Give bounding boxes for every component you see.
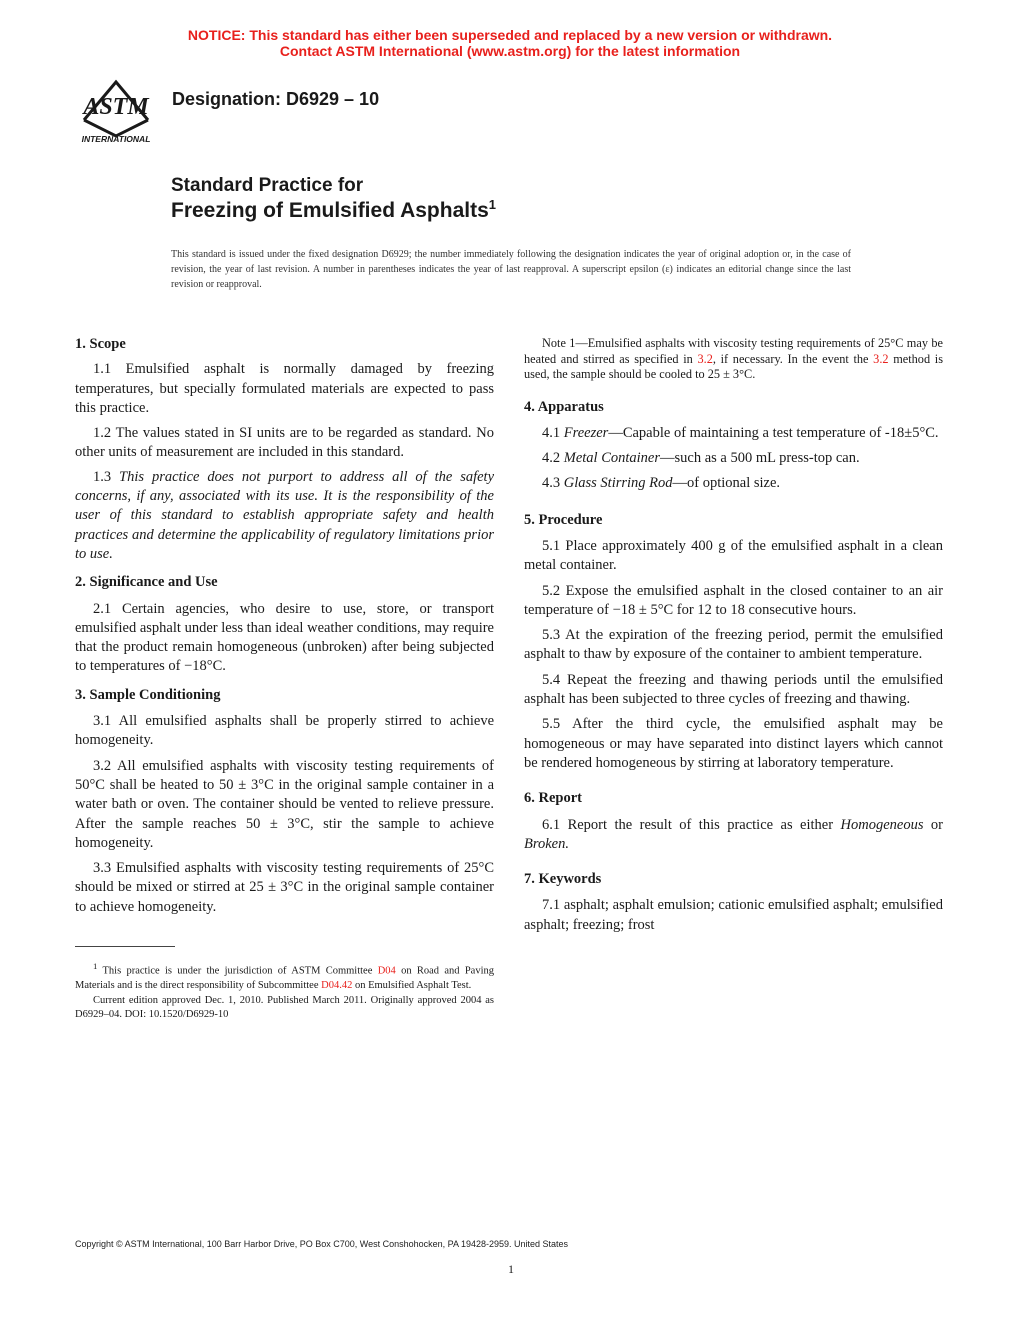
designation: Designation: D6929 – 10 [172, 89, 380, 109]
footnote-1: $^1$ This practice is under the jurisdiction of ASTM Committee D04 on Road and Paving Materials and is the direct responsibility of Subcommittee D04.42 on Emulsified Asphalt Test. [75, 961, 494, 991]
title-line-2 [171, 199, 496, 223]
conditioning-3-3: 3.3 Emulsified asphalts with viscosity testing requirements of 25°C should be mixed or stirred at 25 ± 3°C in the original sample container to achieve homogeneity. [75, 860, 494, 915]
section-apparatus-heading: 4. Apparatus [524, 398, 604, 415]
section-procedure-heading: 5. Procedure [524, 511, 603, 528]
conditioning-3-2: 3.2 All emulsified asphalts with viscosity testing requirements of 50°C shall be heated to 50 ± 3°C in the original sample container in a water bath or oven. The container should be vented to relieve pressure. After the sample reaches 50 ± 3°C, stir the sample to achieve homogeneity. [75, 757, 494, 851]
scope-1-2: 1.2 The values stated in SI units are to be regarded as standard. No other units of measurement are included in this standard. [75, 425, 494, 461]
section-significance-heading: 2. Significance and Use [75, 574, 218, 591]
significance-2-1: 2.1 Certain agencies, who desire to use, store, or transport emulsified asphalt under less than ideal weather conditions, may require that the product remain homogeneous (unbroken) after being subjected to temperatures of −18°C. [75, 600, 494, 675]
footnote-divider [75, 946, 175, 947]
apparatus-4-2: 4.2 Metal Container—such as a 500 mL press-top can. [542, 450, 860, 467]
procedure-5-1: 5.1 Place approximately 400 g of the emulsified asphalt in a clean metal container. [524, 537, 943, 574]
section-conditioning-heading: 3. Sample Conditioning [75, 686, 221, 703]
title-text: Freezing of Emulsified Asphalts [171, 199, 489, 222]
section-keywords-heading: 7. Keywords [524, 871, 602, 888]
footnotes [75, 959, 494, 1023]
keywords-7-1: 7.1 asphalt; asphalt emulsion; cationic emulsified asphalt; emulsified asphalt; freezing; frost [524, 897, 943, 933]
apparatus-4-1: 4.1 Freezer—Capable of maintaining a test temperature of -18±5°C. [542, 424, 939, 441]
notice-line-2: Contact ASTM International (www.astm.org) for the latest information [279, 43, 741, 59]
note-1: Note 1—Emulsified asphalts with viscosity testing requirements of 25°C may be heated and stirred as specified in 3.2, if necessary. In the event the 3.2 method is used, the sample should be cooled to 25 ± 3°C. [524, 336, 943, 381]
procedure-5-5: 5.5 After the third cycle, the emulsified asphalt may be homogeneous or may have separated into distinct layers which cannot be rendered homogeneous by stirring at laboratory temperature. [524, 716, 943, 771]
title-footnote-mark: 1 [488, 197, 497, 212]
left-column [75, 335, 494, 917]
note-ref-3-2-a[interactable]: 3.2 [697, 351, 713, 366]
note-ref-3-2-b[interactable]: 3.2 [873, 351, 889, 366]
logo-label: INTERNATIONAL [81, 134, 151, 144]
scope-1-3: 1.3 This practice does not purport to address all of the safety concerns, if any, associated with its use. It is the responsibility of the user of this standard to establish appropriate safety and health practices and determine the applicability of regulatory limitations prior to use. [75, 468, 495, 562]
logo-letters: ASTM [83, 94, 149, 120]
apparatus-4-3: 4.3 Glass Stirring Rod—of optional size. [542, 475, 781, 492]
committee-link[interactable]: D04 [377, 965, 396, 977]
conditioning-3-1: 3.1 All emulsified asphalts shall be properly stirred to achieve homogeneity. [75, 713, 494, 749]
procedure-5-3: 5.3 At the expiration of the freezing period, permit the emulsified asphalt to thaw by exposure of the container to ambient temperature. [524, 627, 943, 663]
section-report-heading: 6. Report [524, 790, 582, 807]
withdrawal-notice [0, 27, 1020, 59]
section-scope-heading: 1. Scope [75, 336, 126, 352]
copyright: Copyright © ASTM International, 100 Barr Harbor Drive, PO Box C700, West Conshohocken, PA 19428-2959. United States [75, 1239, 569, 1249]
issuance-statement: This standard is issued under the fixed designation D6929; the number immediately following the designation indicates the year of original adoption or, in the case of revision, the year of last revision. A number in parentheses indicates the year of last reapproval. A superscript epsilon (ε) indicates an editorial change since the last revision or reapproval. [171, 249, 851, 290]
edition-info: Current edition approved Dec. 1, 2010. Published March 2011. Originally approved 2004 as D6929–04. DOI: 10.1520/D6929-10 [75, 994, 494, 1020]
procedure-5-2: 5.2 Expose the emulsified asphalt in the closed container to an air temperature of −18 ± 5°C for 12 to 18 consecutive hours. [524, 582, 943, 618]
title-line-1: Standard Practice for [171, 175, 364, 196]
report-6-1: 6.1 Report the result of this practice as either Homogeneous or Broken. [524, 816, 943, 852]
notice-line-1: NOTICE: This standard has either been superseded and replaced by a new version or withdrawn. [187, 27, 833, 43]
page-number: 1 [508, 1262, 514, 1276]
astm-logo-icon [70, 76, 162, 144]
procedure-5-4: 5.4 Repeat the freezing and thawing periods until the emulsified asphalt has been subjected to three cycles of freezing and thawing. [524, 671, 943, 708]
scope-1-1: 1.1 Emulsified asphalt is normally damaged by freezing temperatures, but specially formulated materials are expected to pass this practice. [75, 361, 494, 416]
right-column [524, 336, 943, 935]
subcommittee-link[interactable]: D04.42 [321, 980, 353, 991]
